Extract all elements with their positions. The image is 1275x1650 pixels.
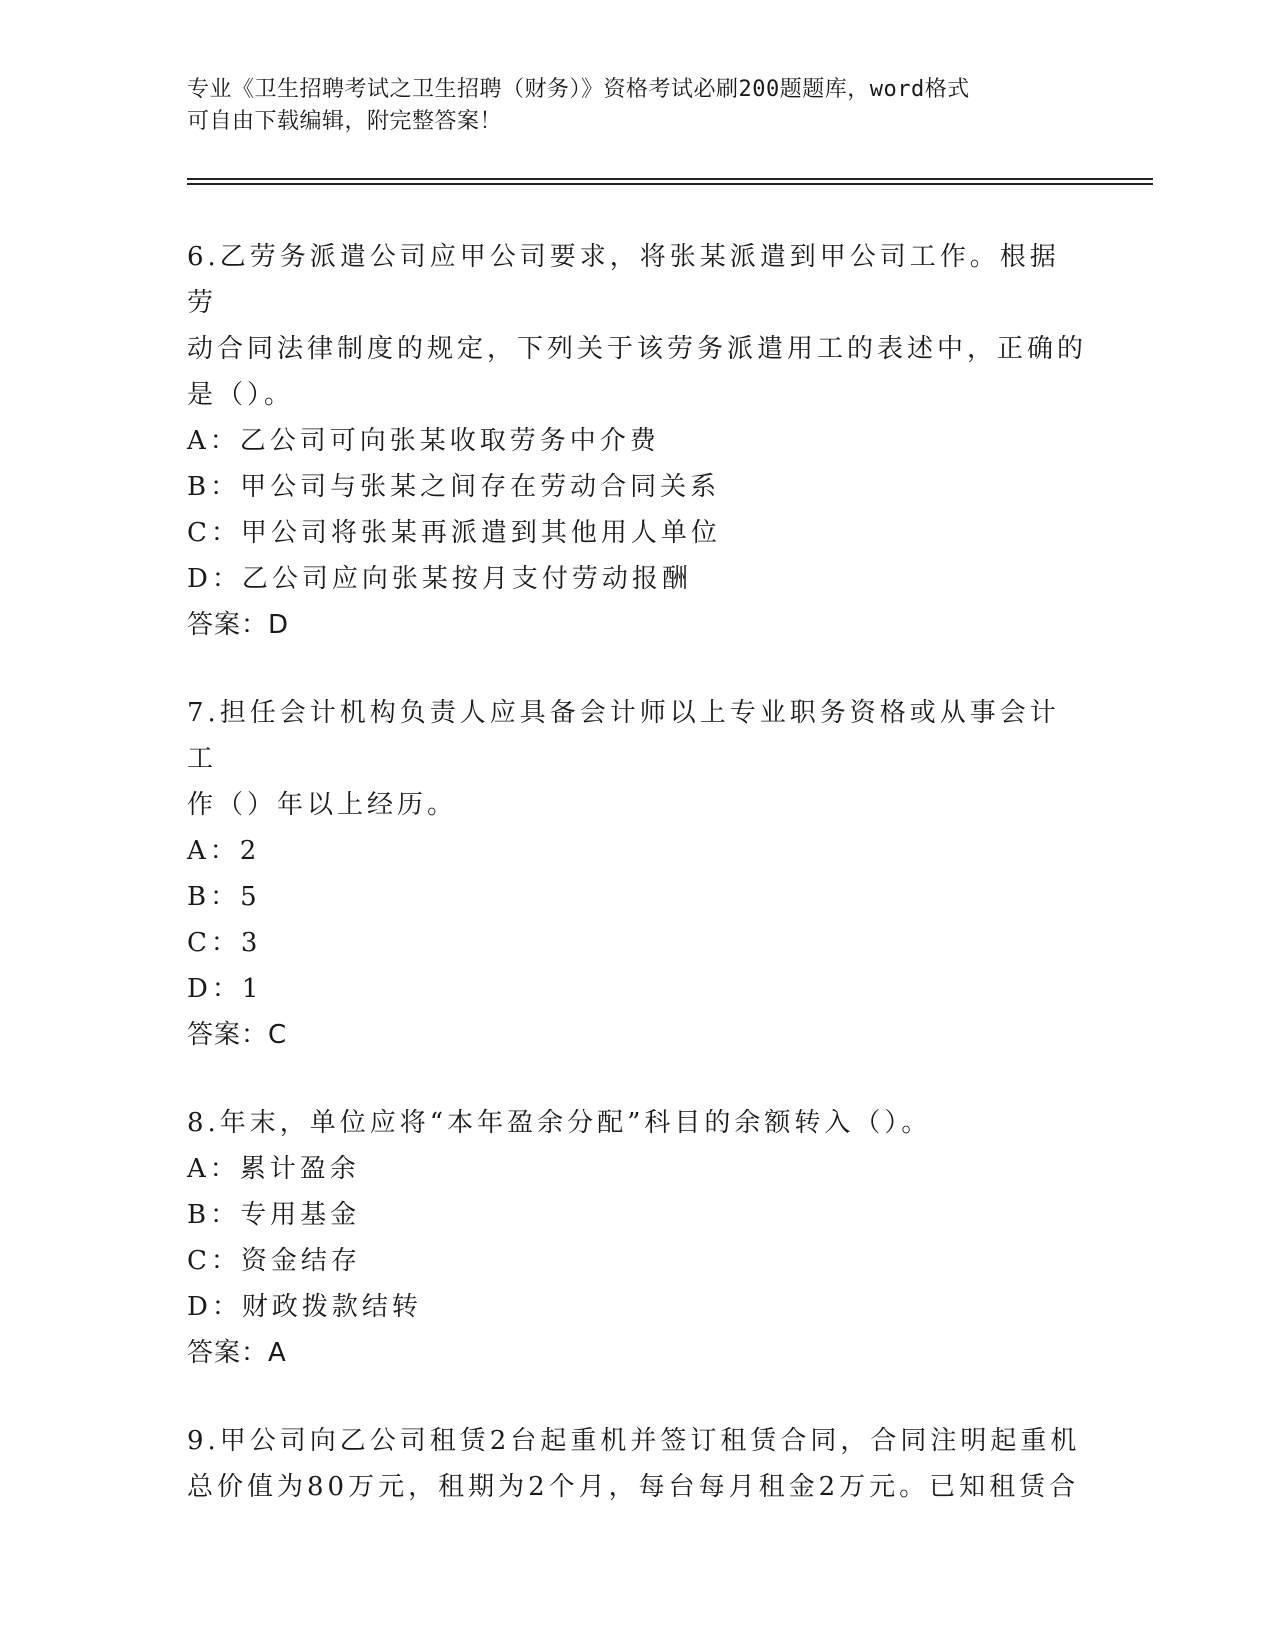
option-c: C：3 [187, 928, 262, 958]
option-b: B：5 [187, 882, 261, 912]
question-8 [187, 1100, 1087, 1376]
header-divider-bottom [187, 183, 1153, 185]
header-divider-top [187, 178, 1153, 180]
question-6 [187, 234, 1087, 648]
question-stem-line: 动合同法律制度的规定，下列关于该劳务派遣用工的表述中，正确的 [187, 334, 1088, 364]
question-stem-line: 作（）年以上经历。 [187, 790, 458, 820]
option-a: A：累计盈余 [187, 1154, 360, 1184]
answer-line: 答案：A [187, 1338, 287, 1368]
question-list [187, 234, 1087, 1552]
answer-line: 答案：C [187, 1020, 288, 1050]
option-d: D：1 [187, 974, 263, 1004]
document-header [187, 74, 1067, 138]
option-d: D：乙公司应向张某按月支付劳动报酬 [187, 564, 692, 594]
option-c: C：甲公司将张某再派遣到其他用人单位 [187, 518, 721, 548]
question-stem-line: 8.年末，单位应将“本年盈余分配”科目的余额转入（）。 [187, 1108, 932, 1138]
option-b: B：专用基金 [187, 1200, 361, 1230]
question-stem-line: 9.甲公司向乙公司租赁2台起重机并签订租赁合同，合同注明起重机 [187, 1426, 1081, 1456]
question-stem-line: 是（）。 [187, 380, 295, 410]
question-stem-line: 7.担任会计机构负责人应具备会计师以上专业职务资格或从事会计工 [187, 698, 1060, 774]
question-stem-line: 6.乙劳务派遣公司应甲公司要求，将张某派遣到甲公司工作。根据劳 [187, 242, 1060, 318]
option-a: A：2 [187, 836, 261, 866]
question-stem-line: 总价值为80万元，租期为2个月，每台每月租金2万元。已知租赁合 [187, 1472, 1080, 1502]
option-d: D：财政拨款结转 [187, 1292, 422, 1322]
answer-line: 答案：D [187, 610, 290, 640]
question-7 [187, 690, 1087, 1058]
option-c: C：资金结存 [187, 1246, 361, 1276]
header-line-2: 可自由下载编辑，附完整答案！ [187, 109, 503, 134]
option-b: B：甲公司与张某之间存在劳动合同关系 [187, 472, 721, 502]
option-a: A：乙公司可向张某收取劳务中介费 [187, 426, 660, 456]
question-9 [187, 1418, 1087, 1510]
header-line-1: 专业《卫生招聘考试之卫生招聘（财务）》资格考试必刷200题题库，word格式 [187, 77, 970, 102]
